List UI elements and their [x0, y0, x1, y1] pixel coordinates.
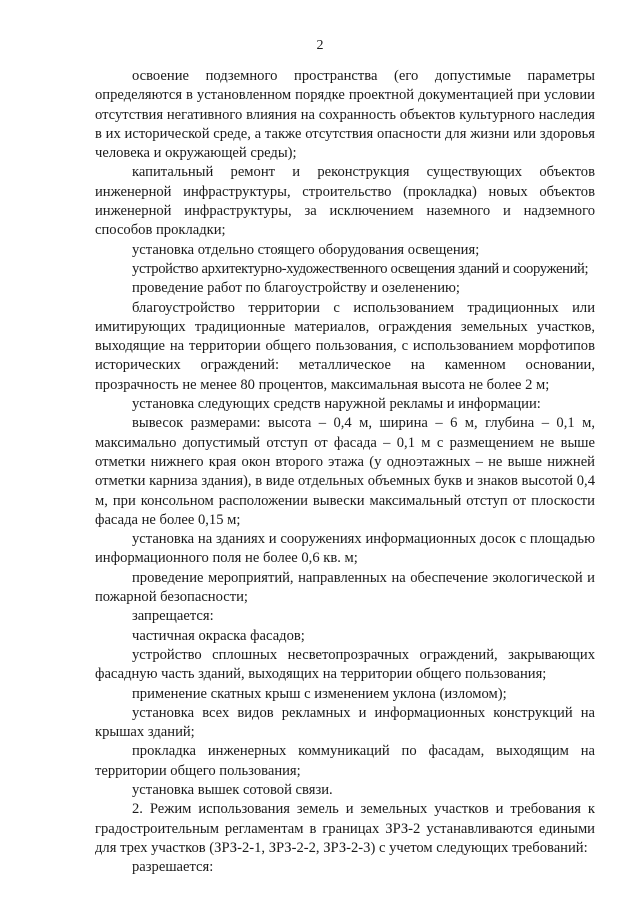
paragraph-safety-measures: проведение мероприятий, направленных на обеспечение экологической и пожарной безопасности; — [95, 569, 595, 606]
paragraph-facade-utilities: прокладка инженерных коммуникаций по фасадам, выходящим на территории общего пользования; — [95, 743, 595, 779]
paragraph-info-boards: установка на зданиях и сооружениях информационных досок с площадью информационного поля не более 0,6 кв. м; — [95, 531, 595, 567]
paragraph-zrz2-regime: 2. Режим использования земель и земельных участков и требования к градостроительным регламентам в границах ЗРЗ-2 устанавливаются едиными для трех участков (ЗРЗ-2-1, ЗРЗ-2-2, ЗРЗ-2-3) с учетом следующих требований: — [95, 801, 595, 856]
paragraph-signboards: вывесок размерами: высота – 0,4 м, ширина – 6 м, глубина – 0,1 м, максимально допустимый отступ от фасада – 0,1 м с размещением не выше отметки нижнего края окон второго этажа (у одноэтажных – не выше нижней отметки карниза здания), в виде отдельных объемных букв и знаков высотой 0,4 м, при консольном расположении вывески максимальный отступ от плоскости фасада не более 0,15 м; — [95, 415, 595, 528]
paragraph-prohibited-heading: запрещается: — [132, 608, 214, 625]
document-body — [95, 67, 595, 877]
paragraph-facade-painting: частичная окраска фасадов; — [132, 627, 305, 644]
page-number: 2 — [316, 38, 324, 53]
paragraph-territory-improvement: благоустройство территории с использованием традиционных или имитирующих традиционные материалов, ограждения земельных участков, выходящие на территории общего пользования, с использованием морфотипов исторических ограждений: металлическое на каменном основании, прозрачность не менее 80 процентов, максимальная высота не более 2 м; — [95, 299, 595, 393]
paragraph-permitted-heading: разрешается: — [132, 859, 214, 876]
paragraph-roof-advertising: установка всех видов рекламных и информационных конструкций на крышах зданий; — [95, 704, 595, 741]
paragraph-landscaping: проведение работ по благоустройству и озеленению; — [132, 280, 460, 297]
paragraph-architectural-lighting: устройство архитектурно-художественного освещения зданий и сооружений; — [132, 260, 589, 277]
paragraph-solid-fences: устройство сплошных несветопрозрачных ограждений, закрывающих фасадную часть зданий, выходящих на территории общего пользования; — [95, 646, 595, 683]
paragraph-underground-space: освоение подземного пространства (его допустимые параметры определяются в установленном порядке проектной документацией при условии отсутствия негативного влияния на сохранность объектов культурного наследия в их исторической среде, а также отсутствия опасности для жизни или здоровья человека и окружающей среды); — [95, 68, 595, 162]
paragraph-pitched-roofs: применение скатных крыш с изменением уклона (изломом); — [132, 685, 507, 702]
paragraph-advertising-intro: установка следующих средств наружной рекламы и информации: — [132, 396, 541, 413]
paragraph-engineering-repair: капитальный ремонт и реконструкция существующих объектов инженерной инфраструктуры, строительство (прокладка) новых объектов инженерной инфраструктуры, за исключением наземного и надземного способов прокладки; — [95, 164, 595, 239]
paragraph-lighting-equipment: установка отдельно стоящего оборудования освещения; — [132, 241, 480, 258]
paragraph-cell-towers: установка вышек сотовой связи. — [132, 781, 333, 798]
